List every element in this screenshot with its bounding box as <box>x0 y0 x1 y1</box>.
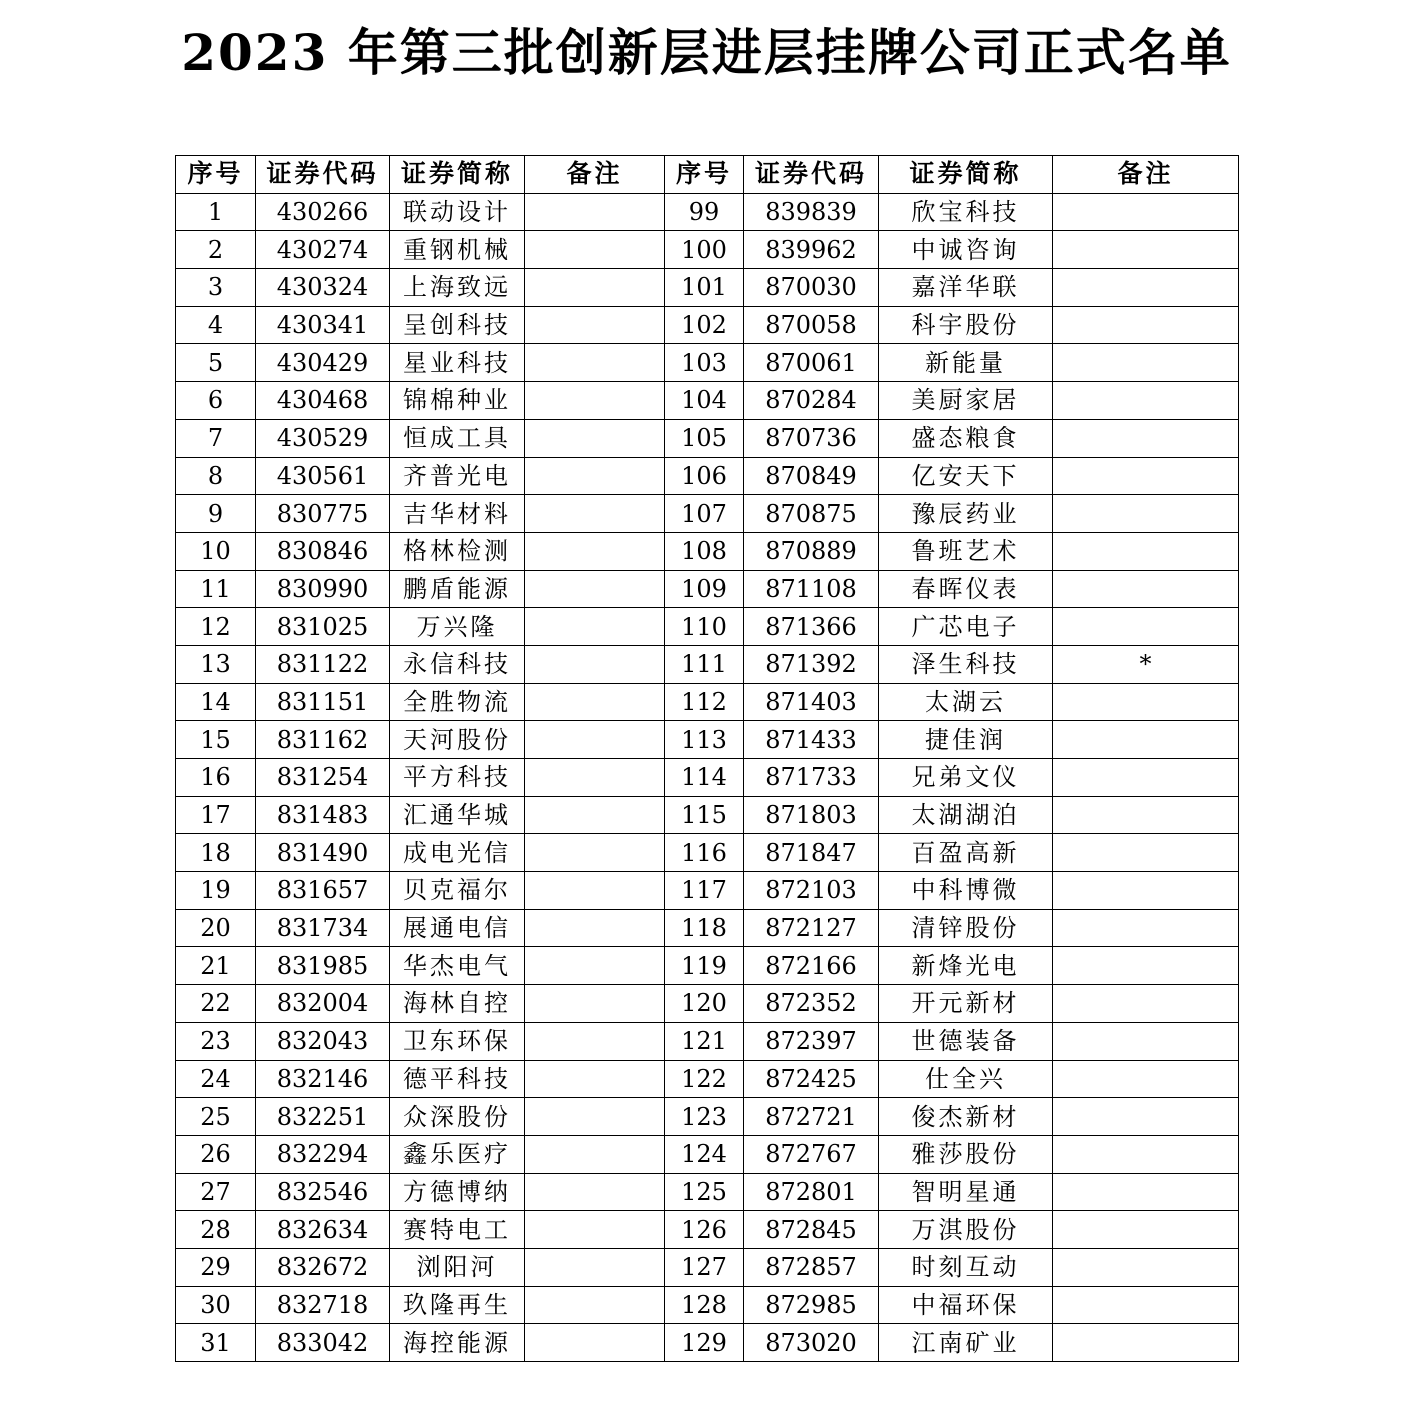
seq-cell: 106 <box>665 457 744 495</box>
code-cell: 871803 <box>744 796 879 834</box>
seq-cell: 15 <box>176 721 256 759</box>
name-cell: 贝克福尔 <box>390 872 525 910</box>
name-cell: 鲁班艺术 <box>879 532 1053 570</box>
table-row <box>176 419 1239 457</box>
seq-cell: 20 <box>176 909 256 947</box>
code-cell: 872767 <box>744 1135 879 1173</box>
code-cell: 430561 <box>256 457 390 495</box>
note-cell <box>1053 909 1239 947</box>
note-cell: * <box>1053 645 1239 683</box>
note-cell <box>525 721 665 759</box>
note-cell <box>525 834 665 872</box>
name-cell: 捷佳润 <box>879 721 1053 759</box>
table-row <box>176 1324 1239 1362</box>
seq-cell: 12 <box>176 608 256 646</box>
seq-cell: 6 <box>176 382 256 420</box>
code-cell: 833042 <box>256 1324 390 1362</box>
code-cell: 831657 <box>256 872 390 910</box>
seq-cell: 118 <box>665 909 744 947</box>
table-row <box>176 306 1239 344</box>
seq-cell: 102 <box>665 306 744 344</box>
code-header: 证券代码 <box>744 156 879 194</box>
name-cell: 吉华材料 <box>390 495 525 533</box>
code-cell: 832043 <box>256 1022 390 1060</box>
name-cell: 全胜物流 <box>390 683 525 721</box>
code-cell: 871733 <box>744 759 879 797</box>
name-cell: 盛态粮食 <box>879 419 1053 457</box>
note-cell <box>525 382 665 420</box>
code-cell: 831122 <box>256 645 390 683</box>
note-cell <box>525 1060 665 1098</box>
name-cell: 德平科技 <box>390 1060 525 1098</box>
code-cell: 872721 <box>744 1098 879 1136</box>
code-cell: 870030 <box>744 269 879 307</box>
name-cell: 新烽光电 <box>879 947 1053 985</box>
code-cell: 839962 <box>744 231 879 269</box>
note-cell <box>525 909 665 947</box>
name-cell: 科宇股份 <box>879 306 1053 344</box>
seq-cell: 114 <box>665 759 744 797</box>
seq-cell: 112 <box>665 683 744 721</box>
table-row <box>176 1098 1239 1136</box>
name-cell: 天河股份 <box>390 721 525 759</box>
seq-cell: 25 <box>176 1098 256 1136</box>
note-cell <box>525 985 665 1023</box>
seq-cell: 17 <box>176 796 256 834</box>
code-cell: 832294 <box>256 1135 390 1173</box>
note-cell <box>1053 1211 1239 1249</box>
name-cell: 中福环保 <box>879 1286 1053 1324</box>
seq-header: 序号 <box>176 156 256 194</box>
name-cell: 万淇股份 <box>879 1211 1053 1249</box>
table-row <box>176 457 1239 495</box>
code-cell: 871108 <box>744 570 879 608</box>
table-row <box>176 1060 1239 1098</box>
name-cell: 江南矿业 <box>879 1324 1053 1362</box>
name-cell: 重钢机械 <box>390 231 525 269</box>
seq-cell: 24 <box>176 1060 256 1098</box>
seq-cell: 18 <box>176 834 256 872</box>
note-cell <box>525 1135 665 1173</box>
name-cell: 齐普光电 <box>390 457 525 495</box>
name-cell: 鹏盾能源 <box>390 570 525 608</box>
table-row <box>176 1022 1239 1060</box>
note-cell <box>1053 419 1239 457</box>
name-cell: 上海致远 <box>390 269 525 307</box>
code-cell: 832004 <box>256 985 390 1023</box>
name-cell: 泽生科技 <box>879 645 1053 683</box>
seq-cell: 11 <box>176 570 256 608</box>
name-cell: 卫东环保 <box>390 1022 525 1060</box>
seq-cell: 104 <box>665 382 744 420</box>
note-cell <box>1053 532 1239 570</box>
seq-cell: 99 <box>665 193 744 231</box>
seq-cell: 101 <box>665 269 744 307</box>
seq-cell: 8 <box>176 457 256 495</box>
name-cell: 呈创科技 <box>390 306 525 344</box>
seq-cell: 120 <box>665 985 744 1023</box>
code-cell: 831025 <box>256 608 390 646</box>
seq-cell: 115 <box>665 796 744 834</box>
seq-cell: 5 <box>176 344 256 382</box>
code-cell: 870889 <box>744 532 879 570</box>
seq-cell: 26 <box>176 1135 256 1173</box>
note-cell <box>1053 1324 1239 1362</box>
seq-cell: 23 <box>176 1022 256 1060</box>
note-cell <box>1053 382 1239 420</box>
company-list-table <box>175 155 1239 1362</box>
seq-cell: 110 <box>665 608 744 646</box>
code-cell: 872845 <box>744 1211 879 1249</box>
seq-cell: 119 <box>665 947 744 985</box>
name-cell: 清锌股份 <box>879 909 1053 947</box>
table-row <box>176 344 1239 382</box>
note-cell <box>525 759 665 797</box>
note-cell <box>1053 947 1239 985</box>
code-cell: 831490 <box>256 834 390 872</box>
name-cell: 百盈高新 <box>879 834 1053 872</box>
seq-cell: 19 <box>176 872 256 910</box>
table-row <box>176 231 1239 269</box>
name-cell: 联动设计 <box>390 193 525 231</box>
note-cell <box>1053 344 1239 382</box>
note-cell <box>1053 495 1239 533</box>
seq-cell: 127 <box>665 1248 744 1286</box>
note-cell <box>525 570 665 608</box>
note-cell <box>525 344 665 382</box>
code-cell: 870849 <box>744 457 879 495</box>
name-cell: 新能量 <box>879 344 1053 382</box>
seq-cell: 22 <box>176 985 256 1023</box>
code-cell: 832251 <box>256 1098 390 1136</box>
code-cell: 830990 <box>256 570 390 608</box>
name-cell: 星业科技 <box>390 344 525 382</box>
note-cell <box>525 608 665 646</box>
code-cell: 872103 <box>744 872 879 910</box>
table-row <box>176 1135 1239 1173</box>
note-cell <box>1053 985 1239 1023</box>
name-cell: 仕全兴 <box>879 1060 1053 1098</box>
name-cell: 方德博纳 <box>390 1173 525 1211</box>
table-row <box>176 834 1239 872</box>
table-row <box>176 608 1239 646</box>
note-cell <box>525 495 665 533</box>
code-cell: 872801 <box>744 1173 879 1211</box>
note-cell <box>525 1022 665 1060</box>
name-cell: 鑫乐医疗 <box>390 1135 525 1173</box>
name-cell: 海林自控 <box>390 985 525 1023</box>
code-cell: 831734 <box>256 909 390 947</box>
seq-cell: 103 <box>665 344 744 382</box>
name-cell: 恒成工具 <box>390 419 525 457</box>
seq-cell: 116 <box>665 834 744 872</box>
page-title: 2023 年第三批创新层进层挂牌公司正式名单 <box>181 23 1232 82</box>
note-cell <box>1053 1173 1239 1211</box>
seq-cell: 14 <box>176 683 256 721</box>
seq-cell: 128 <box>665 1286 744 1324</box>
note-cell <box>525 683 665 721</box>
code-cell: 430468 <box>256 382 390 420</box>
note-cell <box>525 1211 665 1249</box>
table-row <box>176 1286 1239 1324</box>
note-cell <box>525 645 665 683</box>
seq-cell: 1 <box>176 193 256 231</box>
code-cell: 430529 <box>256 419 390 457</box>
code-cell: 871433 <box>744 721 879 759</box>
table-row <box>176 269 1239 307</box>
note-cell <box>1053 1098 1239 1136</box>
code-cell: 831151 <box>256 683 390 721</box>
table-row <box>176 872 1239 910</box>
header-row <box>176 156 1239 194</box>
seq-cell: 124 <box>665 1135 744 1173</box>
code-cell: 872127 <box>744 909 879 947</box>
name-cell: 永信科技 <box>390 645 525 683</box>
seq-cell: 7 <box>176 419 256 457</box>
code-cell: 430324 <box>256 269 390 307</box>
code-cell: 430341 <box>256 306 390 344</box>
name-cell: 嘉洋华联 <box>879 269 1053 307</box>
code-cell: 872397 <box>744 1022 879 1060</box>
name-cell: 展通电信 <box>390 909 525 947</box>
seq-cell: 10 <box>176 532 256 570</box>
note-cell <box>525 947 665 985</box>
code-cell: 831483 <box>256 796 390 834</box>
name-cell: 华杰电气 <box>390 947 525 985</box>
note-cell <box>1053 759 1239 797</box>
note-cell <box>1053 1135 1239 1173</box>
name-cell: 浏阳河 <box>390 1248 525 1286</box>
note-cell <box>525 419 665 457</box>
name-cell: 雅莎股份 <box>879 1135 1053 1173</box>
code-header: 证券代码 <box>256 156 390 194</box>
note-cell <box>1053 834 1239 872</box>
table-row <box>176 193 1239 231</box>
seq-cell: 21 <box>176 947 256 985</box>
note-cell <box>1053 193 1239 231</box>
seq-cell: 129 <box>665 1324 744 1362</box>
name-cell: 兄弟文仪 <box>879 759 1053 797</box>
name-cell: 太湖湖泊 <box>879 796 1053 834</box>
name-cell: 赛特电工 <box>390 1211 525 1249</box>
seq-cell: 28 <box>176 1211 256 1249</box>
table-row <box>176 947 1239 985</box>
note-cell <box>1053 872 1239 910</box>
name-header: 证券简称 <box>390 156 525 194</box>
code-cell: 871366 <box>744 608 879 646</box>
name-cell: 海控能源 <box>390 1324 525 1362</box>
note-cell <box>1053 796 1239 834</box>
name-cell: 春晖仪表 <box>879 570 1053 608</box>
seq-cell: 2 <box>176 231 256 269</box>
seq-header: 序号 <box>665 156 744 194</box>
seq-cell: 16 <box>176 759 256 797</box>
note-cell <box>1053 608 1239 646</box>
table-row <box>176 570 1239 608</box>
name-cell: 中诚咨询 <box>879 231 1053 269</box>
note-cell <box>1053 721 1239 759</box>
note-header: 备注 <box>1053 156 1239 194</box>
seq-cell: 108 <box>665 532 744 570</box>
name-cell: 智明星通 <box>879 1173 1053 1211</box>
seq-cell: 9 <box>176 495 256 533</box>
note-cell <box>525 1324 665 1362</box>
seq-cell: 109 <box>665 570 744 608</box>
note-cell <box>1053 457 1239 495</box>
name-cell: 汇通华城 <box>390 796 525 834</box>
name-cell: 开元新材 <box>879 985 1053 1023</box>
note-cell <box>525 1248 665 1286</box>
code-cell: 872166 <box>744 947 879 985</box>
seq-cell: 111 <box>665 645 744 683</box>
code-cell: 871847 <box>744 834 879 872</box>
table-row <box>176 759 1239 797</box>
code-cell: 872425 <box>744 1060 879 1098</box>
code-cell: 871403 <box>744 683 879 721</box>
code-cell: 831254 <box>256 759 390 797</box>
note-cell <box>525 306 665 344</box>
name-cell: 万兴隆 <box>390 608 525 646</box>
table-row <box>176 721 1239 759</box>
code-cell: 831162 <box>256 721 390 759</box>
name-cell: 美厨家居 <box>879 382 1053 420</box>
code-cell: 430266 <box>256 193 390 231</box>
table-row <box>176 532 1239 570</box>
seq-cell: 13 <box>176 645 256 683</box>
seq-cell: 123 <box>665 1098 744 1136</box>
code-cell: 430274 <box>256 231 390 269</box>
seq-cell: 126 <box>665 1211 744 1249</box>
table-row <box>176 909 1239 947</box>
code-cell: 870736 <box>744 419 879 457</box>
name-cell: 太湖云 <box>879 683 1053 721</box>
name-cell: 玖隆再生 <box>390 1286 525 1324</box>
name-cell: 成电光信 <box>390 834 525 872</box>
name-cell: 俊杰新材 <box>879 1098 1053 1136</box>
note-cell <box>525 796 665 834</box>
seq-cell: 113 <box>665 721 744 759</box>
code-cell: 832672 <box>256 1248 390 1286</box>
seq-cell: 100 <box>665 231 744 269</box>
code-cell: 832634 <box>256 1211 390 1249</box>
note-cell <box>525 1173 665 1211</box>
code-cell: 871392 <box>744 645 879 683</box>
code-cell: 430429 <box>256 344 390 382</box>
table-row <box>176 985 1239 1023</box>
table-body <box>176 193 1239 1361</box>
note-cell <box>525 269 665 307</box>
seq-cell: 125 <box>665 1173 744 1211</box>
code-cell: 832146 <box>256 1060 390 1098</box>
note-cell <box>1053 683 1239 721</box>
seq-cell: 27 <box>176 1173 256 1211</box>
code-cell: 830775 <box>256 495 390 533</box>
code-cell: 872352 <box>744 985 879 1023</box>
note-cell <box>525 1286 665 1324</box>
seq-cell: 31 <box>176 1324 256 1362</box>
note-header: 备注 <box>525 156 665 194</box>
table-row <box>176 1211 1239 1249</box>
code-cell: 832718 <box>256 1286 390 1324</box>
table-header <box>176 156 1239 194</box>
name-cell: 格林检测 <box>390 532 525 570</box>
code-cell: 870875 <box>744 495 879 533</box>
seq-cell: 117 <box>665 872 744 910</box>
note-cell <box>1053 269 1239 307</box>
note-cell <box>525 231 665 269</box>
code-cell: 831985 <box>256 947 390 985</box>
table-row <box>176 1248 1239 1286</box>
seq-cell: 30 <box>176 1286 256 1324</box>
table-row <box>176 683 1239 721</box>
code-cell: 872857 <box>744 1248 879 1286</box>
name-cell: 欣宝科技 <box>879 193 1053 231</box>
note-cell <box>1053 1060 1239 1098</box>
note-cell <box>1053 1248 1239 1286</box>
table-row <box>176 382 1239 420</box>
name-cell: 平方科技 <box>390 759 525 797</box>
code-cell: 870058 <box>744 306 879 344</box>
note-cell <box>1053 306 1239 344</box>
table-row <box>176 645 1239 683</box>
table-row <box>176 495 1239 533</box>
note-cell <box>1053 1286 1239 1324</box>
code-cell: 870061 <box>744 344 879 382</box>
table-row <box>176 1173 1239 1211</box>
note-cell <box>525 532 665 570</box>
seq-cell: 107 <box>665 495 744 533</box>
table-row <box>176 796 1239 834</box>
seq-cell: 121 <box>665 1022 744 1060</box>
code-cell: 839839 <box>744 193 879 231</box>
name-cell: 时刻互动 <box>879 1248 1053 1286</box>
code-cell: 830846 <box>256 532 390 570</box>
name-cell: 锦棉种业 <box>390 382 525 420</box>
note-cell <box>1053 1022 1239 1060</box>
name-cell: 世德装备 <box>879 1022 1053 1060</box>
seq-cell: 4 <box>176 306 256 344</box>
code-cell: 870284 <box>744 382 879 420</box>
note-cell <box>525 1098 665 1136</box>
code-cell: 832546 <box>256 1173 390 1211</box>
seq-cell: 105 <box>665 419 744 457</box>
note-cell <box>525 872 665 910</box>
name-cell: 豫辰药业 <box>879 495 1053 533</box>
note-cell <box>1053 231 1239 269</box>
note-cell <box>1053 570 1239 608</box>
seq-cell: 29 <box>176 1248 256 1286</box>
code-cell: 872985 <box>744 1286 879 1324</box>
name-cell: 中科博微 <box>879 872 1053 910</box>
name-header: 证券简称 <box>879 156 1053 194</box>
seq-cell: 3 <box>176 269 256 307</box>
name-cell: 广芯电子 <box>879 608 1053 646</box>
code-cell: 873020 <box>744 1324 879 1362</box>
seq-cell: 122 <box>665 1060 744 1098</box>
name-cell: 亿安天下 <box>879 457 1053 495</box>
name-cell: 众深股份 <box>390 1098 525 1136</box>
note-cell <box>525 193 665 231</box>
note-cell <box>525 457 665 495</box>
